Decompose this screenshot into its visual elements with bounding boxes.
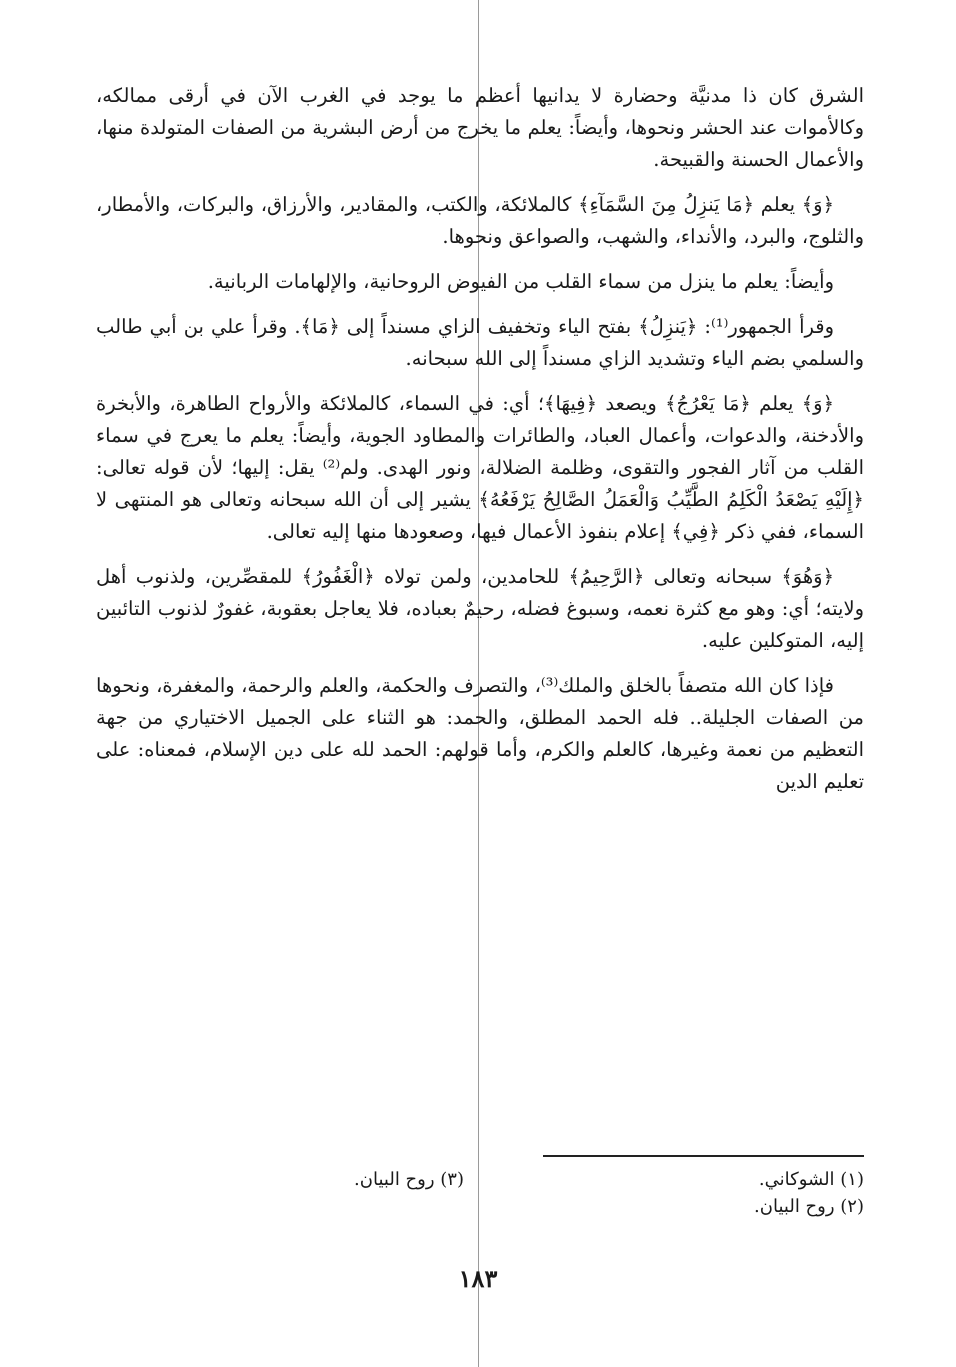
footnotes-right-column [484, 1166, 864, 1220]
paragraph-4: وقرأ الجمهور⁽¹⁾: ﴿يَنزِلُ﴾ بفتح الياء وتخفيف الزاي مسنداً إلى ﴿مَا﴾. وقرأ علي بن أبي طالب والسلمي بضم الياء وتشديد الزاي مسنداً إلى الله سبحانه. [96, 315, 864, 370]
paragraph-2: ﴿وَ﴾ يعلم ﴿مَا يَنزِلُ مِنَ السَّمَآءِ﴾ كالملائكة، والكتب، والمقادير، والأرزاق، والبركات، والأمطار، والثلوج، والبرد، والأنداء، والشهب، والصواعق ونحوها. [96, 193, 864, 248]
footnote-2: (٢) روح البيان. [754, 1196, 864, 1217]
footnote-3: (٣) روح البيان. [354, 1169, 464, 1190]
paragraph-1: الشرق كان ذا مدنيَّة وحضارة لا يدانيها أعظم ما يوجد في الغرب الآن في أرقى ممالكه، وكالأموات عند الحشر ونحوها، وأيضاً: يعلم ما يخرج من أرض البشرية من الصفات المتولدة منها، والأعمال الحسنة والقبيحة. [96, 84, 864, 171]
paragraph-3: وأيضاً: يعلم ما ينزل من سماء القلب من الفيوض الروحانية، والإلهامات الربانية. [207, 270, 834, 293]
footnote-1: (١) الشوكاني. [758, 1169, 864, 1190]
page-number: ١٨٣ [458, 1264, 498, 1293]
footnotes-left-column [164, 1166, 464, 1193]
paragraph-6: ﴿وَهُوَ﴾ سبحانه وتعالى ﴿الرَّحِيمُ﴾ للحامدين، ولمن تولاه ﴿الْغَفُورُ﴾ للمقصِّرين، ولذنوب أهل ولايته؛ أي: وهو مع كثرة نعمه، وسبوغ فضله، رحيمٌ بعباده، فلا يعاجل بعقوبة، غفورٌ لذنوب التائبين إليه، المتوكلين عليه. [96, 565, 864, 652]
footnote-separator [543, 1155, 864, 1157]
body-text [96, 80, 864, 811]
paragraph-7: فإذا كان الله متصفاً بالخلق والملك⁽³⁾، والتصرف والحكمة، والعلم والرحمة، والمغفرة، ونحوها من الصفات الجليلة.. فله الحمد المطلق، والحمد: هو الثناء على الجميل الاختياري من جهة التعظيم من نعمة وغيرها، كالعلم والكرم، وأما قولهم: الحمد لله على دين الإسلام، فمعناه: على تعليم الدين [96, 674, 864, 793]
paragraph-5: ﴿وَ﴾ يعلم ﴿مَا يَعْرُجُ﴾ ويصعد ﴿فِيهَا﴾؛ أي: في السماء، كالملائكة والأرواح الطاهرة، والأبخرة والأدخنة، والدعوات، وأعمال العباد، والطائرات والمطاود الجوية، وأيضاً: يعلم ما يعرج في سماء القلب من آثار الفجور والتقوى، وظلمة الضلالة، ونور الهدى. ولم⁽²⁾ يقل: إليها؛ لأن قوله تعالى: ﴿إِلَيْهِ يَصْعَدُ الْكَلِمُ الطَّيِّبُ وَالْعَمَلُ الصَّالِحُ يَرْفَعُهُ﴾ يشير إلى أن الله سبحانه وتعالى هو المنتهى لا السماء، ففي ذكر ﴿فِي﴾ إعلام بنفوذ الأعمال فيها، وصعودها منها إليه تعالى. [96, 392, 864, 543]
